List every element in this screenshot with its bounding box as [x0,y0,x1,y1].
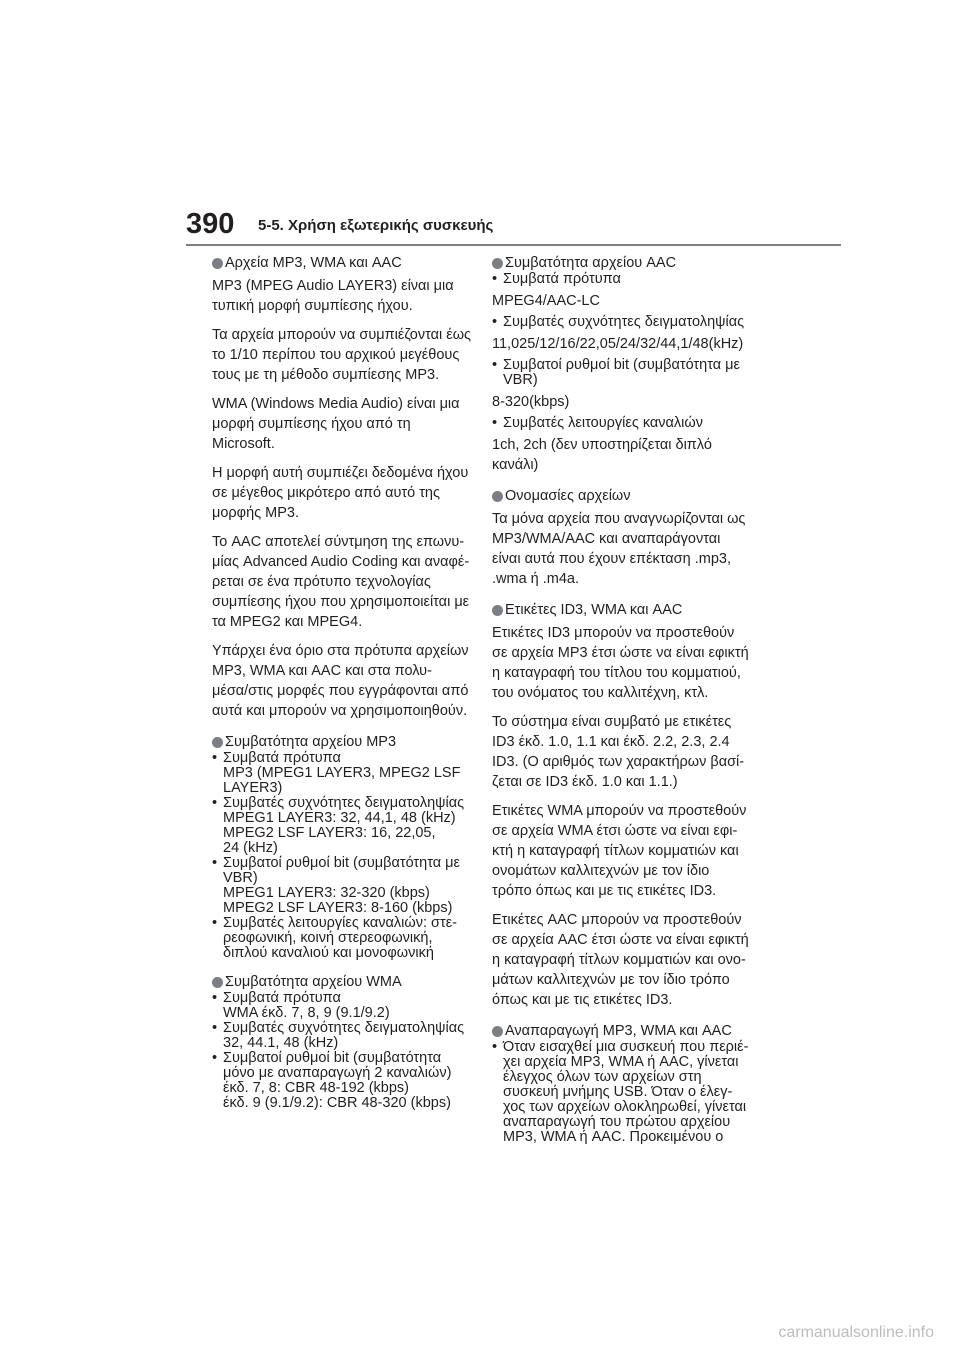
paragraph: Τα αρχεία μπορούν να συμπιέζονται έως το 1/10 περίπου του αρχικού μεγέθους τους με τη μέθοδο συμπίεσης MP3. [212,327,472,383]
list-item: • Συμβατά πρότυπα [492,272,782,287]
list-item: • Συμβατές λειτουργίες καναλιών: στε- ρεοφωνική, κοινή στερεοφωνική, διπλού καναλιού και μονοφωνική [212,916,502,961]
list-item: • Συμβατοί ρυθμοί bit (συμβατότητα με VBR) MPEG1 LAYER3: 32-320 (kbps) MPEG2 LSF LAYER3: 8-160 (kbps) [212,856,502,916]
section-heading: Ονομασίες αρχείων [492,487,782,505]
page-number: 390 [186,208,235,240]
paragraph: Ετικέτες ID3 μπορούν να προστεθούν σε αρχεία MP3 έτσι ώστε να είναι εφικτή η καταγραφή του τίτλου του κομματιού, του ονόματος του καλλιτέχνη, κτλ. [492,625,749,701]
section-heading: Αρχεία MP3, WMA και AAC [212,254,502,272]
section-heading: Συμβατότητα αρχείου AAC [492,254,782,272]
paragraph: MPEG4/AAC-LC [492,293,600,309]
bullet-circle-icon [492,491,503,502]
footer-watermark: carmanualsonline.info [778,1324,934,1341]
section-heading: Συμβατότητα αρχείου WMA [212,973,502,991]
bullet-list [492,358,782,388]
bullet-circle-icon [212,737,223,748]
bullet-circle-icon [492,605,503,616]
paragraph: Υπάρχει ένα όριο στα πρότυπα αρχείων MP3, WMA και AAC και στα πολυ- μέσα/στις μορφές που εγγράφονται από αυτά και μπορούν να χρησιμοποιηθούν. [212,643,469,719]
list-item: • Συμβατές συχνότητες δειγματοληψίας 32, 44.1, 48 (kHz) [212,1021,502,1051]
list-item: • Συμβατοί ρυθμοί bit (συμβατότητα μόνο με αναπαραγωγή 2 καναλιών) έκδ. 7, 8: CBR 48-192 (kbps) έκδ. 9 (9.1/9.2): CBR 48-320 (kbps) [212,1051,502,1111]
header-divider [186,244,841,246]
paragraph: Το AAC αποτελεί σύντμηση της επωνυ- μίας Advanced Audio Coding και αναφέ- ρεται σε ένα πρότυπο τεχνολογίας συμπίεσης ήχου που χρησιμοποιείται με τα MPEG2 και MPEG4. [212,534,470,630]
bullet-circle-icon [212,977,223,988]
paragraph: Τα μόνα αρχεία που αναγνωρίζονται ως MP3/WMA/AAC και αναπαράγονται είναι αυτά που έχουν επέκταση .mp3, .wma ή .m4a. [492,511,746,587]
paragraph: Ετικέτες AAC μπορούν να προστεθούν σε αρχεία AAC έτσι ώστε να είναι εφικτή η καταγραφή τίτλων κομματιών και ονο- μάτων καλλιτεχνών με τον ίδιο τρόπο όπως και με τις ετικέτες ID3. [492,912,749,1008]
left-column [212,254,502,1111]
paragraph: 8-320(kbps) [492,394,570,410]
paragraph: MP3 (MPEG Audio LAYER3) είναι μια τυπική μορφή συμπίεσης ήχου. [212,278,454,314]
paragraph: 11,025/12/16/22,05/24/32/44,1/48(kHz) [492,336,744,352]
section-heading: Συμβατότητα αρχείου MP3 [212,733,502,751]
bullet-list [492,416,782,431]
section-heading: Αναπαραγωγή MP3, WMA και AAC [492,1022,782,1040]
section-tags [492,601,782,1010]
list-item: • Συμβατά πρότυπα MP3 (MPEG1 LAYER3, MPEG2 LSF LAYER3) [212,751,502,796]
bullet-list [492,272,782,287]
paragraph: Η μορφή αυτή συμπιέζει δεδομένα ήχου σε μέγεθος μικρότερο από αυτό της μορφής MP3. [212,465,469,521]
section-title: 5-5. Χρήση εξωτερικής συσκευής [258,217,494,234]
section-wma-compat [212,973,502,1111]
bullet-circle-icon [212,258,223,269]
bullet-list [212,991,502,1111]
section-heading: Ετικέτες ID3, WMA και AAC [492,601,782,619]
list-item: • Συμβατές συχνότητες δειγματοληψίας [492,315,782,330]
section-formats [212,254,502,721]
section-file-names [492,487,782,589]
section-playback [492,1022,782,1145]
page-header [0,0,960,250]
section-mp3-compat [212,733,502,961]
paragraph: Το σύστημα είναι συμβατό με ετικέτες ID3 έκδ. 1.0, 1.1 και έκδ. 2.2, 2.3, 2.4 ID3. (Ο αριθμός των χαρακτήρων βασί- ζεται σε ID3 έκδ. 1.0 και 1.1.) [492,714,745,790]
bullet-circle-icon [492,1026,503,1037]
list-item: • Όταν εισαχθεί μια συσκευή που περιέ- χει αρχεία MP3, WMA ή AAC, γίνεται έλεγχος όλων των αρχείων στη συσκευή μνήμης USB. Όταν ο έλεγ- χος των αρχείων ολοκληρωθεί, γίνεται αναπαραγωγή του πρώτου αρχείου MP3, WMA ή AAC. Προκειμένου ο [492,1040,782,1145]
paragraph: WMA (Windows Media Audio) είναι μια μορφή συμπίεσης ήχου από τη Microsoft. [212,396,460,452]
list-item: • Συμβατές συχνότητες δειγματοληψίας MPEG1 LAYER3: 32, 44,1, 48 (kHz) MPEG2 LSF LAYER3: 16, 22,05, 24 (kHz) [212,796,502,856]
list-item: • Συμβατοί ρυθμοί bit (συμβατότητα με VBR) [492,358,782,388]
bullet-circle-icon [492,258,503,269]
list-item: • Συμβατά πρότυπα WMA έκδ. 7, 8, 9 (9.1/9.2) [212,991,502,1021]
paragraph: Ετικέτες WMA μπορούν να προστεθούν σε αρχεία WMA έτσι ώστε να είναι εφι- κτή η καταγραφή τίτλων κομματιών και ονομάτων καλλιτεχνών με τον ίδιο τρόπο όπως και με τις ετικέτες ID3. [492,803,747,899]
bullet-list [212,751,502,961]
list-item: • Συμβατές λειτουργίες καναλιών [492,416,782,431]
paragraph: 1ch, 2ch (δεν υποστηρίζεται διπλό κανάλι) [492,437,712,473]
section-aac-compat [492,254,782,475]
right-column [492,254,782,1145]
bullet-list [492,315,782,330]
bullet-list [492,1040,782,1145]
